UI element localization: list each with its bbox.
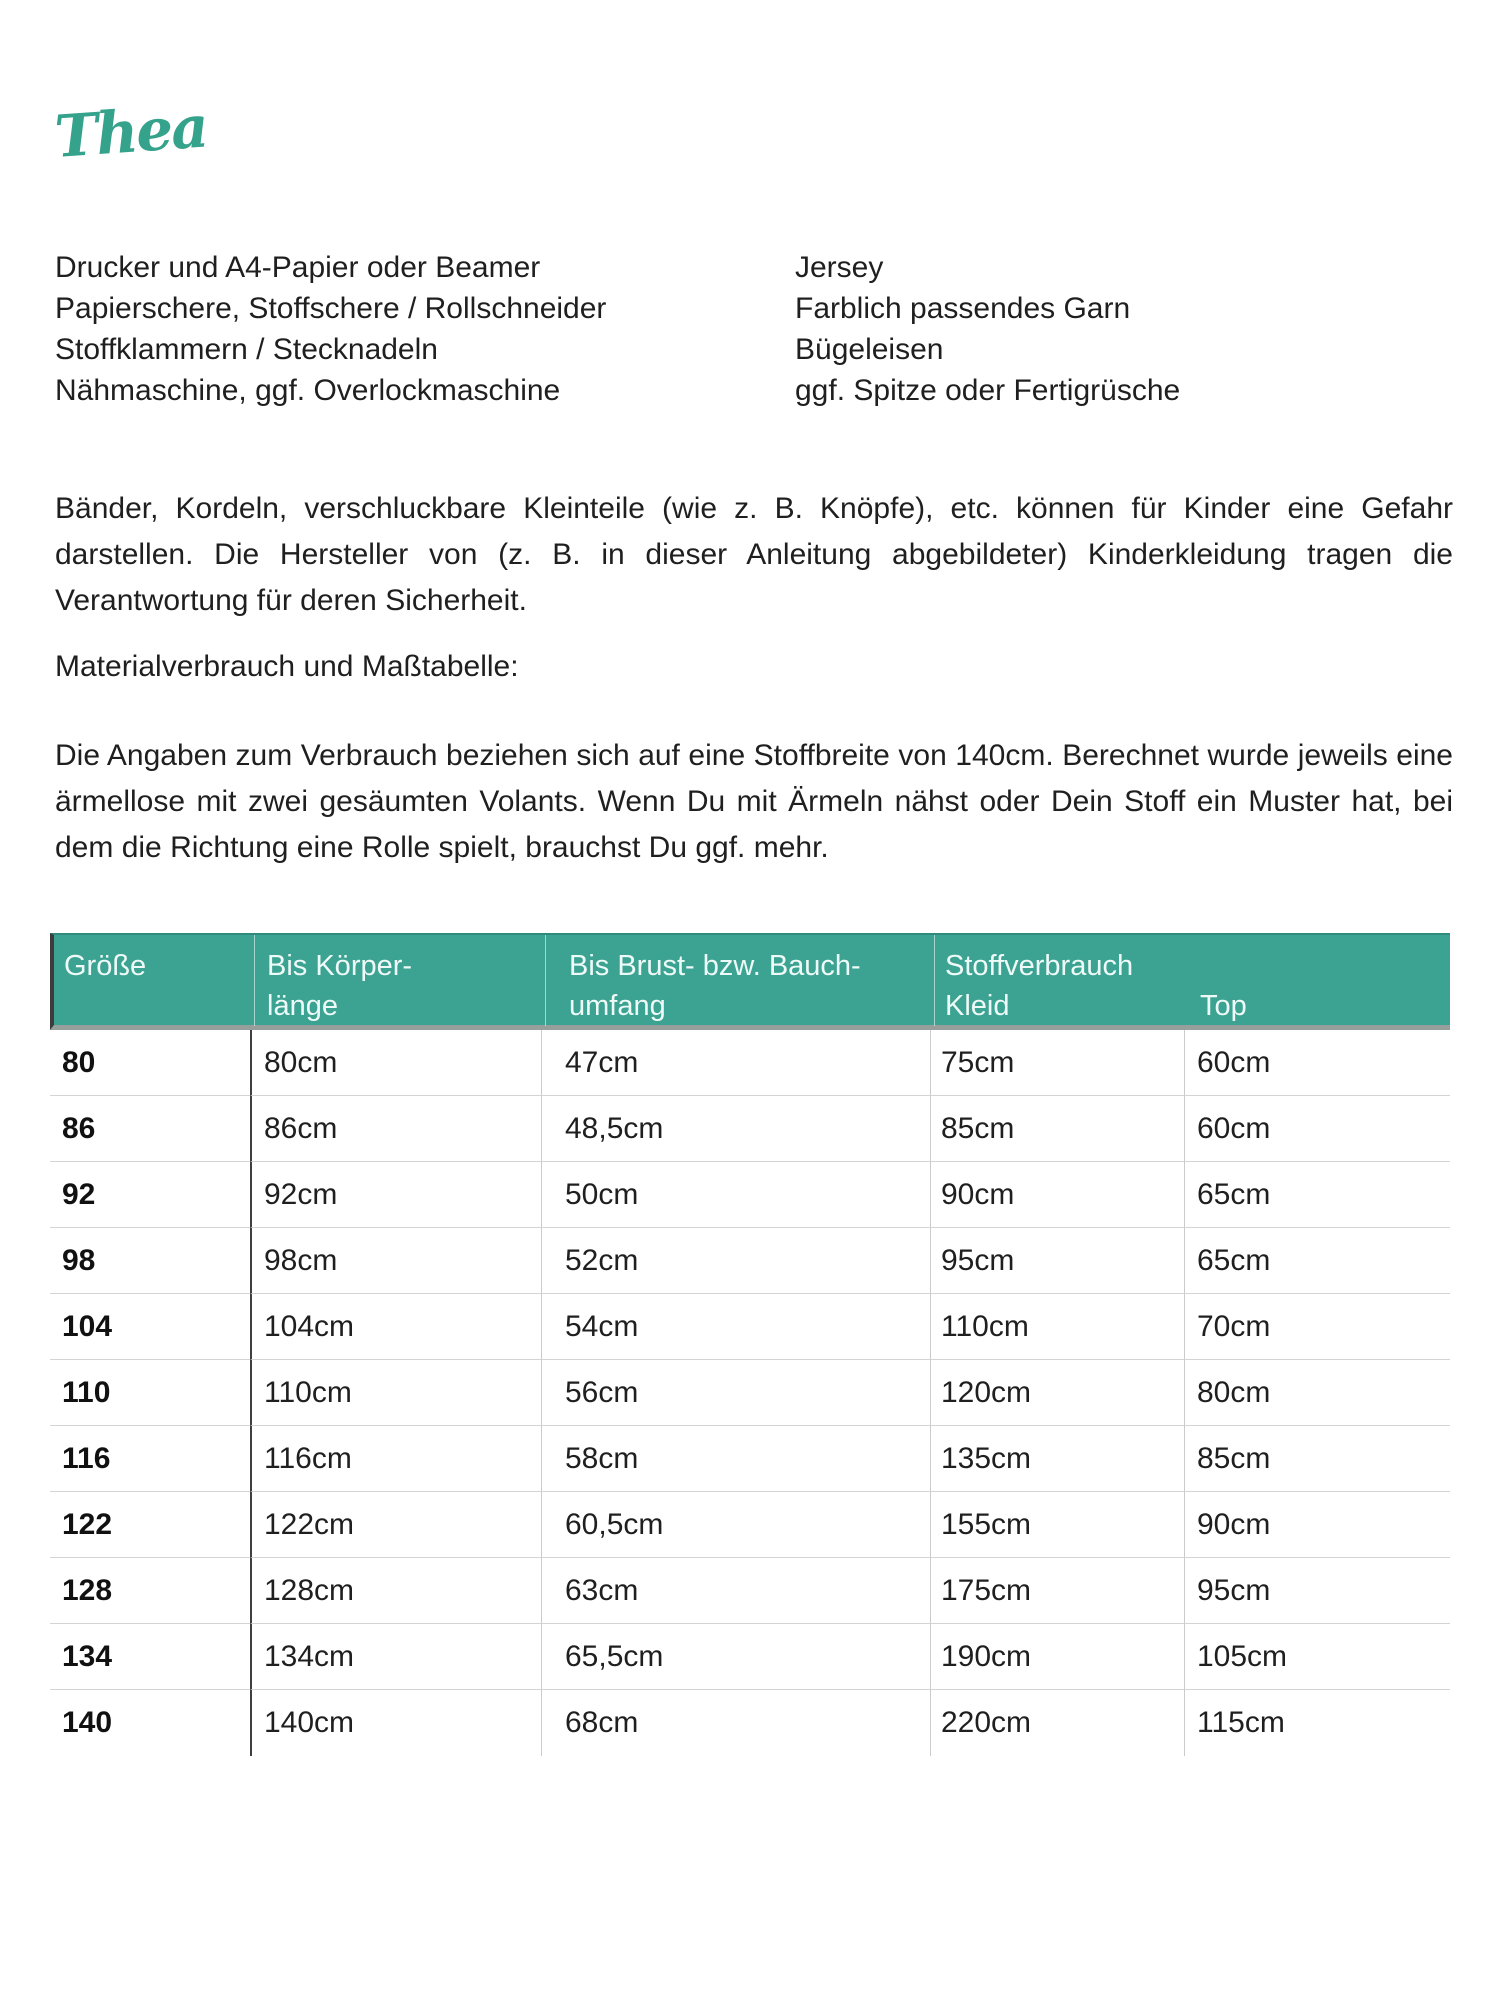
- dress-fabric-cell: 75cm: [930, 1030, 1184, 1096]
- material-intro-paragraph: Die Angaben zum Verbrauch beziehen sich auf eine Stoffbreite von 140cm. Berechnet wurde jeweils eine ärmellose mit zwei gesäumten Volants. Wenn Du mit Ärmeln nähst oder Dein Stoff ein Muster hat, bei dem die Richtung eine Rolle spielt, brauchst Du ggf. mehr.: [55, 739, 1453, 864]
- chest-cell: 65,5cm: [541, 1624, 930, 1690]
- size-cell: 128: [50, 1558, 250, 1624]
- size-cell: 104: [50, 1294, 250, 1360]
- size-table: [50, 933, 1450, 1756]
- header-fabric-usage-dress: Stoffverbrauch Kleid: [934, 935, 1188, 1026]
- header-size: Größe: [64, 950, 147, 982]
- body-length-cell: 104cm: [250, 1294, 541, 1360]
- dress-fabric-cell: 190cm: [930, 1624, 1184, 1690]
- table-row: [50, 1030, 1450, 1096]
- chest-cell: 60,5cm: [541, 1492, 930, 1558]
- dress-fabric-cell: 135cm: [930, 1426, 1184, 1492]
- table-row: [50, 1492, 1450, 1558]
- size-cell: 92: [50, 1162, 250, 1228]
- top-fabric-cell: 95cm: [1184, 1558, 1450, 1624]
- header-fabric-usage-top: Top: [1200, 990, 1247, 1022]
- safety-warning-paragraph: Bänder, Kordeln, verschluckbare Kleinteile (wie z. B. Knöpfe), etc. können für Kinder eine Gefahr darstellen. Die Hersteller von (z. B. in dieser Anleitung abgebildeter) Kinderkleidung tragen die Verantwortung für deren Sicherheit.: [55, 492, 1453, 617]
- top-fabric-cell: 115cm: [1184, 1690, 1450, 1756]
- equipment-item: Drucker und A4-Papier oder Beamer: [55, 251, 541, 284]
- size-cell: 98: [50, 1228, 250, 1294]
- size-cell: 134: [50, 1624, 250, 1690]
- size-cell: 122: [50, 1492, 250, 1558]
- equipment-item: ggf. Spitze oder Fertigrüsche: [795, 374, 1181, 407]
- body-length-cell: 110cm: [250, 1360, 541, 1426]
- dress-fabric-cell: 220cm: [930, 1690, 1184, 1756]
- brand-logo: Thea: [52, 92, 209, 171]
- top-fabric-cell: 80cm: [1184, 1360, 1450, 1426]
- body-length-cell: 86cm: [250, 1096, 541, 1162]
- chest-cell: 47cm: [541, 1030, 930, 1096]
- top-fabric-cell: 60cm: [1184, 1096, 1450, 1162]
- body-length-cell: 140cm: [250, 1690, 541, 1756]
- header-body-length: Bis Körper- länge: [254, 935, 545, 1026]
- equipment-item: Papierschere, Stoffschere / Rollschneider: [55, 292, 607, 325]
- equipment-item: Stoffklammern / Stecknadeln: [55, 333, 438, 366]
- table-row: [50, 1162, 1450, 1228]
- top-fabric-cell: 65cm: [1184, 1228, 1450, 1294]
- dress-fabric-cell: 175cm: [930, 1558, 1184, 1624]
- header-chest-circumference: Bis Brust- bzw. Bauch- umfang: [545, 935, 934, 1026]
- body-length-cell: 92cm: [250, 1162, 541, 1228]
- chest-cell: 50cm: [541, 1162, 930, 1228]
- chest-cell: 48,5cm: [541, 1096, 930, 1162]
- dress-fabric-cell: 155cm: [930, 1492, 1184, 1558]
- top-fabric-cell: 90cm: [1184, 1492, 1450, 1558]
- equipment-list-right: [795, 247, 1180, 411]
- chest-cell: 68cm: [541, 1690, 930, 1756]
- dress-fabric-cell: 110cm: [930, 1294, 1184, 1360]
- top-fabric-cell: 105cm: [1184, 1624, 1450, 1690]
- chest-cell: 54cm: [541, 1294, 930, 1360]
- section-heading: Materialverbrauch und Maßtabelle:: [55, 650, 519, 683]
- dress-fabric-cell: 95cm: [930, 1228, 1184, 1294]
- table-row: [50, 1360, 1450, 1426]
- top-fabric-cell: 65cm: [1184, 1162, 1450, 1228]
- body-length-cell: 134cm: [250, 1624, 541, 1690]
- body-length-cell: 128cm: [250, 1558, 541, 1624]
- equipment-list-left: [55, 247, 606, 411]
- table-row: [50, 1558, 1450, 1624]
- top-fabric-cell: 85cm: [1184, 1426, 1450, 1492]
- body-length-cell: 116cm: [250, 1426, 541, 1492]
- equipment-item: Nähmaschine, ggf. Overlockmaschine: [55, 374, 561, 407]
- body-length-cell: 98cm: [250, 1228, 541, 1294]
- table-row: [50, 1426, 1450, 1492]
- chest-cell: 52cm: [541, 1228, 930, 1294]
- top-fabric-cell: 70cm: [1184, 1294, 1450, 1360]
- size-cell: 140: [62, 1706, 113, 1739]
- table-row: [50, 1624, 1450, 1690]
- size-cell: 110: [50, 1360, 250, 1426]
- equipment-item: Jersey: [795, 251, 884, 284]
- table-row: [50, 1096, 1450, 1162]
- size-cell: 80: [50, 1030, 250, 1096]
- body-length-cell: 80cm: [250, 1030, 541, 1096]
- dress-fabric-cell: 120cm: [930, 1360, 1184, 1426]
- chest-cell: 63cm: [541, 1558, 930, 1624]
- dress-fabric-cell: 85cm: [930, 1096, 1184, 1162]
- equipment-item: Farblich passendes Garn: [795, 292, 1131, 325]
- top-fabric-cell: 60cm: [1184, 1030, 1450, 1096]
- size-cell: 86: [50, 1096, 250, 1162]
- table-row: [50, 1294, 1450, 1360]
- table-row: [50, 1228, 1450, 1294]
- size-cell: 116: [50, 1426, 250, 1492]
- equipment-item: Bügeleisen: [795, 333, 944, 366]
- table-row: [50, 1690, 1450, 1756]
- chest-cell: 56cm: [541, 1360, 930, 1426]
- chest-cell: 58cm: [541, 1426, 930, 1492]
- dress-fabric-cell: 90cm: [930, 1162, 1184, 1228]
- size-table-header: [50, 933, 1450, 1030]
- body-length-cell: 122cm: [250, 1492, 541, 1558]
